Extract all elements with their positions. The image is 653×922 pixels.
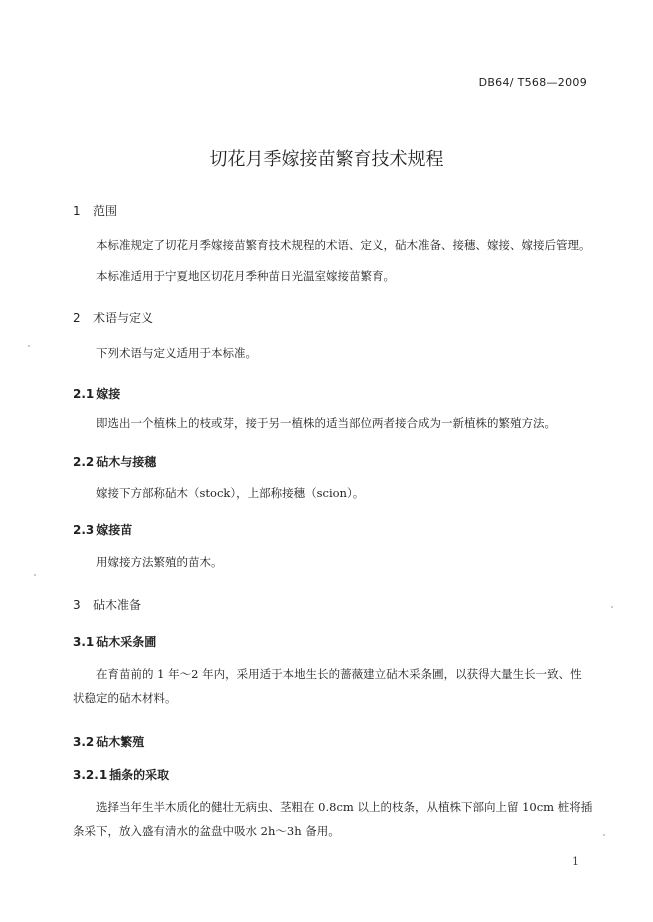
scan-speck — [611, 606, 613, 608]
section-number: 3.2.1 — [73, 768, 108, 782]
section-number: 3.2 — [73, 735, 95, 749]
section-title: 砧木繁殖 — [96, 735, 145, 749]
page-number: 1 — [572, 855, 579, 868]
scan-speck — [28, 345, 30, 347]
section-title: 砧木采条圃 — [96, 635, 157, 649]
section-title: 范围 — [93, 204, 118, 218]
standard-code: DB64/ T568—2009 — [478, 76, 587, 89]
section-2-1-heading — [73, 385, 120, 402]
section-number: 3 — [73, 598, 81, 612]
section-3-heading — [73, 596, 141, 613]
scan-speck — [603, 834, 605, 836]
section-title: 术语与定义 — [93, 311, 154, 325]
section-title: 嫁接 — [96, 387, 121, 401]
section-title: 嫁接苗 — [96, 523, 133, 537]
section-2-2-paragraph: 嫁接下方部称砧木（stock），上部称接穗（scion）。 — [96, 486, 365, 500]
section-number: 3.1 — [73, 635, 95, 649]
section-2-heading — [73, 309, 153, 326]
section-title: 插条的采取 — [109, 768, 170, 782]
section-3-1-paragraph: 在育苗前的 1 年～2 年内，采用适于本地生长的蔷薇建立砧木采条圃，以获得大量生长一致、性状稳定的砧木材料。 — [73, 667, 582, 705]
section-3-1-heading — [73, 633, 156, 650]
section-number: 2.3 — [73, 523, 95, 537]
scan-speck — [34, 574, 36, 576]
section-1-heading — [73, 202, 117, 219]
section-1-paragraph-2: 本标准适用于宁夏地区切花月季种苗日光温室嫁接苗繁育。 — [96, 269, 395, 283]
section-title: 砧木准备 — [93, 598, 142, 612]
section-2-1-paragraph: 即选出一个植株上的枝或芽，接于另一植株的适当部位两者接合成为一新植株的繁殖方法。 — [96, 416, 556, 430]
section-3-2-1-heading — [73, 766, 169, 783]
section-2-3-heading — [73, 521, 132, 538]
section-number: 1 — [73, 204, 81, 218]
section-2-2-heading — [73, 453, 156, 470]
section-2-3-paragraph: 用嫁接方法繁殖的苗木。 — [96, 555, 223, 569]
document-title: 切花月季嫁接苗繁育技术规程 — [209, 149, 444, 170]
section-2-paragraph-1: 下列术语与定义适用于本标准。 — [96, 346, 257, 360]
section-1-paragraph-1: 本标准规定了切花月季嫁接苗繁育技术规程的术语、定义，砧木准备、接穗、嫁接、嫁接后管理。 — [96, 238, 591, 252]
section-number: 2.1 — [73, 387, 95, 401]
section-number: 2.2 — [73, 455, 95, 469]
section-3-2-1-paragraph: 选择当年生半木质化的健壮无病虫、茎粗在 0.8cm 以上的枝条，从植株下部向上留 10cm 桩将插条采下，放入盛有清水的盆盘中吸水 2h～3h 备用。 — [73, 800, 593, 838]
section-number: 2 — [73, 311, 81, 325]
section-title: 砧木与接穗 — [96, 455, 157, 469]
section-3-2-heading — [73, 733, 144, 750]
